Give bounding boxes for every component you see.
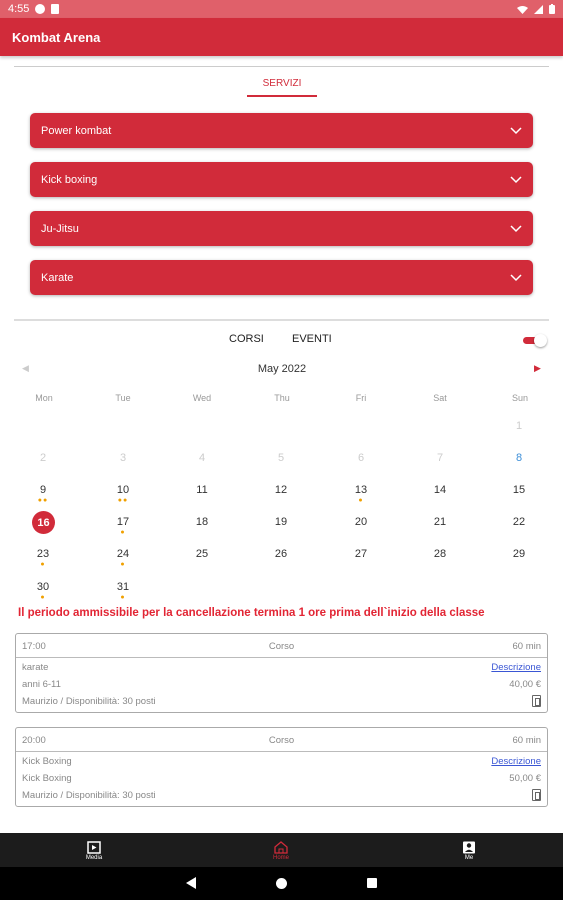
- chevron-down-icon: [510, 222, 522, 234]
- nav-media[interactable]: [64, 841, 124, 861]
- calendar-day[interactable]: 4: [198, 452, 206, 464]
- class-price: 50,00 €: [509, 773, 541, 784]
- service-label: Power kombat: [41, 124, 112, 137]
- calendar-day[interactable]: 17 ●: [103, 515, 143, 529]
- calendar-day[interactable]: 6: [357, 452, 365, 464]
- weekday-label: Sat: [433, 393, 447, 403]
- status-bar: [0, 0, 563, 18]
- system-navigation: [0, 867, 563, 900]
- recent-apps-icon[interactable]: [367, 878, 377, 888]
- calendar-day[interactable]: 22: [512, 516, 526, 528]
- calendar-day[interactable]: 31 ●: [103, 580, 143, 594]
- calendar-day[interactable]: 20: [354, 516, 368, 528]
- calendar-day[interactable]: 24 ●: [103, 547, 143, 561]
- view-toggle[interactable]: [523, 334, 547, 347]
- calendar-day[interactable]: 26: [274, 548, 288, 560]
- prev-month-button[interactable]: ◀: [22, 363, 29, 373]
- service-label: Kick boxing: [41, 173, 98, 186]
- class-card-header: [16, 634, 547, 658]
- service-ju-jitsu[interactable]: [30, 211, 533, 246]
- calendar-day[interactable]: 14: [433, 484, 447, 496]
- calendar-day[interactable]: 5: [277, 452, 285, 464]
- calendar-day[interactable]: 15: [512, 484, 526, 496]
- back-icon[interactable]: [186, 877, 196, 889]
- class-card-header: [16, 728, 547, 752]
- cancellation-notice: Il periodo ammissibile per la cancellazione termina 1 ore prima dell`inizio della classe: [18, 607, 485, 619]
- class-availability: Maurizio / Disponibilità: 30 posti: [22, 696, 156, 707]
- calendar-day[interactable]: 1: [515, 420, 523, 432]
- calendar-day[interactable]: 29: [512, 548, 526, 560]
- home-icon: [274, 841, 288, 854]
- chevron-down-icon: [510, 124, 522, 136]
- divider: [14, 66, 549, 67]
- calendar-day[interactable]: 27: [354, 548, 368, 560]
- weekday-label: Mon: [35, 393, 53, 403]
- description-link[interactable]: Descrizione: [491, 662, 541, 673]
- calendar-day[interactable]: 23 ●: [23, 547, 63, 561]
- nav-me[interactable]: [439, 841, 499, 861]
- event-dots: ●●: [37, 497, 49, 504]
- media-icon: [87, 841, 101, 854]
- calendar-day[interactable]: 19: [274, 516, 288, 528]
- event-dots: ●: [120, 561, 126, 568]
- event-dots: ●: [120, 529, 126, 536]
- class-name: karate: [22, 662, 49, 673]
- notification-sd-icon: [51, 4, 59, 14]
- class-level: anni 6-11: [22, 679, 61, 690]
- calendar-day[interactable]: 8: [515, 452, 523, 464]
- calendar-day[interactable]: 18: [195, 516, 209, 528]
- service-power-kombat[interactable]: [30, 113, 533, 148]
- calendar-day[interactable]: 30 ●: [23, 580, 63, 594]
- class-name: Kick Boxing: [22, 756, 72, 767]
- app-title: Kombat Arena: [12, 29, 101, 45]
- class-card[interactable]: [15, 633, 548, 713]
- calendar-day[interactable]: 10 ●●: [103, 483, 143, 497]
- calendar-day[interactable]: 25: [195, 548, 209, 560]
- chevron-down-icon: [510, 271, 522, 283]
- class-level: Kick Boxing: [22, 773, 72, 784]
- nav-label: Home: [272, 855, 289, 861]
- book-icon[interactable]: [532, 789, 541, 801]
- calendar-day[interactable]: 21: [433, 516, 447, 528]
- event-dots: ●: [358, 497, 364, 504]
- nav-label: Media: [85, 855, 103, 861]
- class-type: Corso: [268, 735, 295, 746]
- class-card[interactable]: [15, 727, 548, 807]
- class-price: 40,00 €: [509, 679, 541, 690]
- notification-app-icon: [35, 4, 45, 14]
- class-time: 20:00: [22, 735, 46, 746]
- calendar-day[interactable]: 13 ●: [341, 483, 381, 497]
- tab-eventi[interactable]: EVENTI: [292, 333, 332, 345]
- weekday-label: Fri: [355, 393, 367, 403]
- tab-indicator: [247, 95, 317, 97]
- class-duration: 60 min: [512, 735, 541, 746]
- calendar-day[interactable]: 2: [39, 452, 47, 464]
- app-bar: [0, 18, 563, 56]
- nav-home[interactable]: [251, 841, 311, 861]
- event-dots: ●: [40, 561, 46, 568]
- weekday-label: Tue: [115, 393, 131, 403]
- tab-servizi[interactable]: SERVIZI: [262, 78, 302, 89]
- tab-corsi[interactable]: CORSI: [229, 333, 264, 345]
- chevron-down-icon: [510, 173, 522, 185]
- home-button-icon[interactable]: [276, 878, 287, 889]
- signal-icon: [534, 5, 543, 14]
- class-duration: 60 min: [512, 641, 541, 652]
- event-dots: ●: [120, 594, 126, 601]
- service-label: Karate: [41, 271, 74, 284]
- book-icon[interactable]: [532, 695, 541, 707]
- service-karate[interactable]: [30, 260, 533, 295]
- selected-day[interactable]: 16: [32, 511, 55, 534]
- weekday-label: Wed: [192, 393, 212, 403]
- calendar-day[interactable]: 28: [433, 548, 447, 560]
- profile-icon: [462, 841, 476, 854]
- event-dots: ●: [40, 594, 46, 601]
- nav-label: Me: [464, 855, 474, 861]
- class-availability: Maurizio / Disponibilità: 30 posti: [22, 790, 156, 801]
- calendar-day[interactable]: 7: [436, 452, 444, 464]
- weekday-label: Sun: [511, 393, 528, 403]
- calendar-day[interactable]: 12: [274, 484, 288, 496]
- battery-icon: [549, 4, 555, 14]
- status-time: 4:55: [8, 3, 30, 15]
- next-month-button[interactable]: ▶: [534, 363, 541, 373]
- calendar-day[interactable]: 9 ●●: [23, 483, 63, 497]
- service-kick-boxing[interactable]: [30, 162, 533, 197]
- event-dots: ●●: [117, 497, 129, 504]
- weekday-label: Thu: [274, 393, 290, 403]
- bottom-navigation: [0, 833, 563, 867]
- toggle-knob: [534, 334, 547, 347]
- divider: [14, 319, 549, 321]
- wifi-icon: [517, 5, 528, 14]
- calendar-month: May 2022: [257, 363, 307, 375]
- description-link[interactable]: Descrizione: [491, 756, 541, 767]
- calendar-day[interactable]: 3: [119, 452, 127, 464]
- class-type: Corso: [268, 641, 295, 652]
- service-label: Ju-Jitsu: [41, 222, 79, 235]
- calendar-day[interactable]: 11: [196, 484, 208, 496]
- class-time: 17:00: [22, 641, 46, 652]
